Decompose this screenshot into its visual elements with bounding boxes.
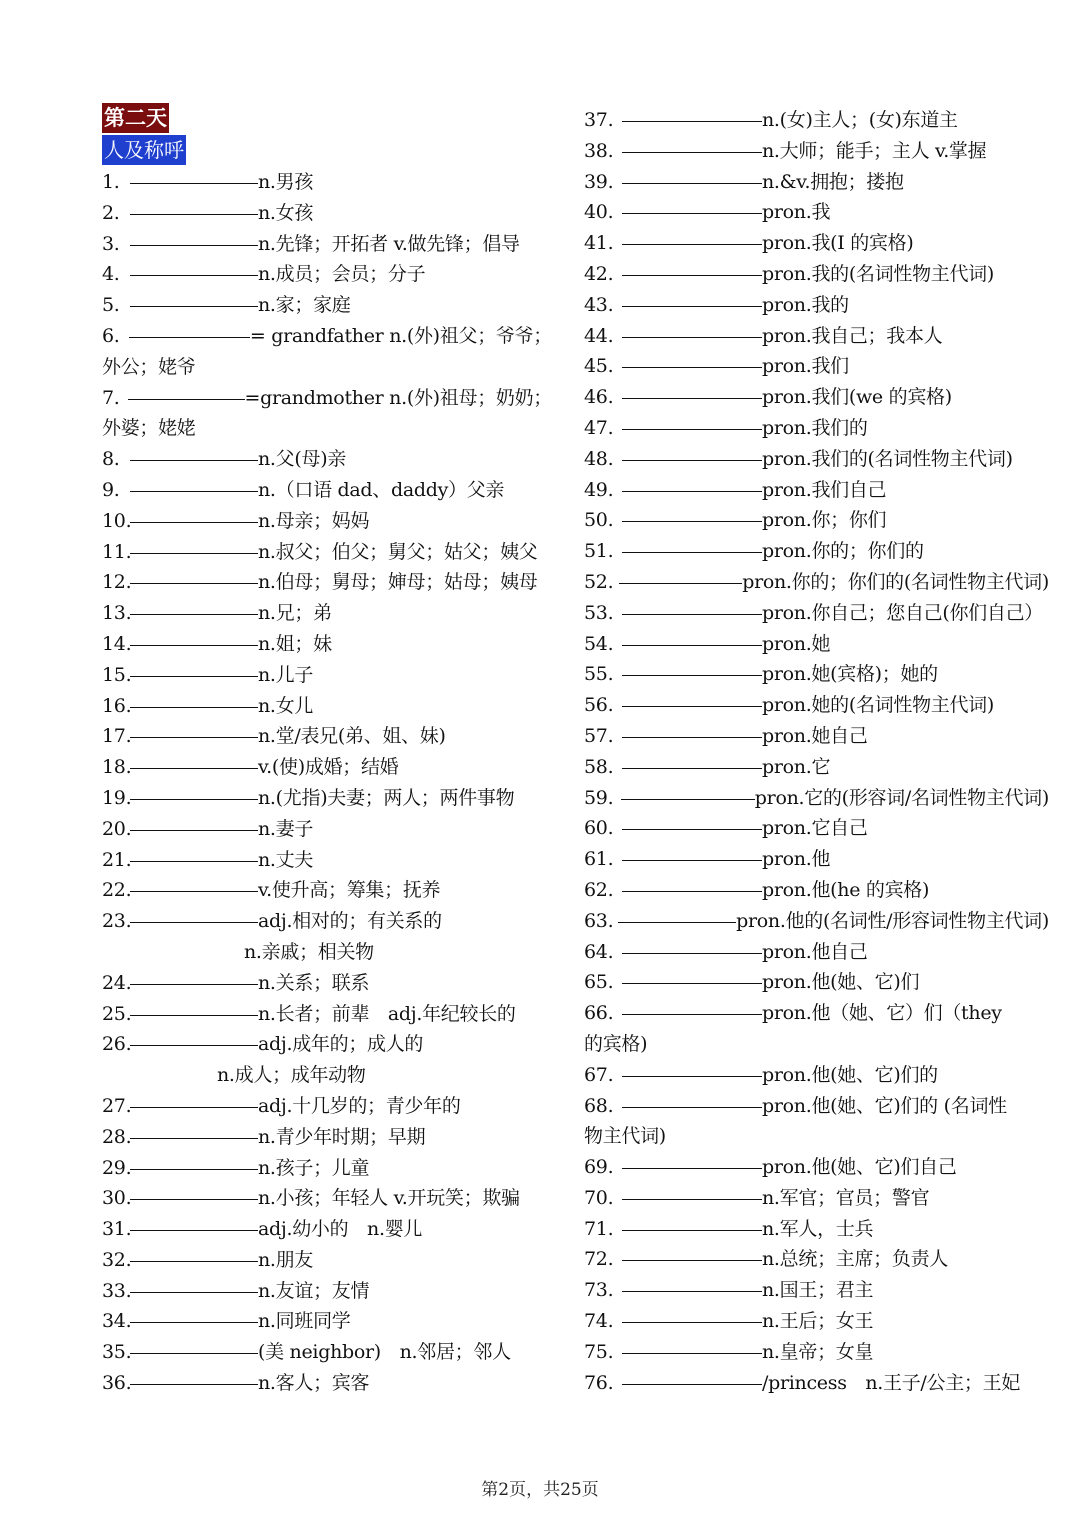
entry-number: 17.	[102, 725, 132, 748]
answer-blank[interactable]	[130, 255, 258, 276]
entry-definition: pron.他(她、它)们自己	[762, 1156, 957, 1179]
entry-number: 32.	[102, 1248, 132, 1271]
entry-definition: n.长者；前辈 adj.年纪较长的	[258, 1002, 516, 1025]
answer-blank[interactable]	[622, 101, 762, 122]
entry-definition: n.堂/表兄(弟、姐、妹)	[258, 725, 446, 748]
entry-number: 18.	[102, 756, 132, 779]
entry-definition: pron.你自己；您自己(你们自己）	[762, 601, 1043, 624]
entry-number: 29.	[102, 1156, 132, 1179]
continuation-text: n.亲戚；相关物	[244, 940, 374, 963]
entry-number: 38.	[584, 139, 614, 162]
answer-blank[interactable]	[622, 132, 762, 153]
entry-number: 23.	[102, 910, 132, 933]
entry-number: 39.	[584, 170, 614, 193]
entry-definition: n.(女)主人；(女)东道主	[762, 109, 958, 131]
answer-blank[interactable]	[130, 1272, 258, 1293]
entry-definition: =grandmother n.(外)祖母；奶奶；	[244, 386, 552, 409]
answer-blank[interactable]	[130, 1210, 258, 1231]
entry-number: 45.	[584, 355, 614, 378]
entry-definition: pron.我们的	[762, 416, 868, 439]
entry-number: 72.	[584, 1248, 614, 1271]
entry-number: 27.	[102, 1094, 132, 1117]
topic-label: 人及称呼	[102, 135, 186, 165]
answer-blank[interactable]	[129, 317, 250, 338]
entry-definition: n.军官；官员；警官	[762, 1186, 930, 1209]
entry-definition: = grandfather n.(外)祖父；爷爷；	[249, 324, 552, 347]
answer-blank[interactable]	[622, 1179, 762, 1200]
entry-number: 22.	[102, 879, 132, 902]
answer-blank[interactable]	[619, 563, 743, 584]
entry-number: 36.	[102, 1372, 132, 1395]
entry-number: 73.	[584, 1279, 614, 1302]
answer-blank[interactable]	[622, 471, 762, 492]
answer-blank[interactable]	[130, 964, 258, 985]
entry-number: 35.	[102, 1341, 132, 1364]
answer-blank[interactable]	[130, 1241, 258, 1262]
right-column	[584, 105, 1049, 1398]
entry-number: 25.	[102, 1002, 132, 1025]
entry-definition: pron.我们(we 的宾格)	[762, 386, 952, 409]
answer-blank[interactable]	[130, 841, 258, 862]
answer-blank[interactable]	[622, 224, 762, 245]
answer-blank[interactable]	[622, 317, 762, 338]
answer-blank[interactable]	[622, 409, 762, 430]
answer-blank[interactable]	[130, 995, 258, 1016]
answer-blank[interactable]	[130, 194, 258, 215]
entry-definition: n.客人；宾客	[258, 1372, 370, 1395]
entry-definition: pron.他(he 的宾格)	[762, 878, 930, 901]
answer-blank[interactable]	[622, 594, 762, 615]
entry-number: 62.	[584, 878, 614, 901]
entry-number: 31.	[102, 1218, 132, 1241]
continuation-text: 外婆；姥姥	[102, 417, 196, 440]
answer-blank[interactable]	[622, 1087, 762, 1108]
answer-blank[interactable]	[622, 994, 762, 1015]
entry-definition: pron.你的；你们的(名词性物主代词)	[742, 570, 1049, 593]
entry-definition: n.父(母)亲	[258, 448, 347, 471]
answer-blank[interactable]	[128, 379, 244, 400]
entry-definition: n.总统；主席；负责人	[762, 1248, 948, 1271]
entry-definition: /princess n.王子/公主；王妃	[762, 1371, 1021, 1394]
answer-blank[interactable]	[622, 655, 762, 676]
entry-definition: n.小孩；年轻人 v.开玩笑；欺骗	[258, 1187, 520, 1210]
entry-number: 33.	[102, 1279, 132, 1302]
entry-definition: n.成员；会员；分子	[258, 263, 426, 286]
answer-blank[interactable]	[130, 687, 258, 708]
entry-definition: pron.我们自己	[762, 478, 887, 501]
entry-number: 60.	[584, 817, 614, 840]
answer-blank[interactable]	[130, 902, 258, 923]
vocab-entry	[102, 906, 552, 937]
answer-blank[interactable]	[622, 1364, 762, 1385]
entry-number: 67.	[584, 1063, 614, 1086]
entry-number: 6.	[102, 324, 120, 347]
answer-blank[interactable]	[622, 532, 762, 553]
answer-blank[interactable]	[622, 686, 762, 707]
entry-number: 13.	[102, 602, 132, 625]
entry-definition: n.妻子	[258, 817, 314, 840]
entry-definition: n.皇帝；女皇	[762, 1340, 874, 1363]
entry-number: 14.	[102, 632, 132, 655]
answer-blank[interactable]	[130, 748, 258, 769]
answer-blank[interactable]	[622, 840, 762, 861]
answer-blank[interactable]	[130, 502, 258, 523]
entry-definition: n.同班同学	[258, 1310, 351, 1333]
entry-number: 64.	[584, 940, 614, 963]
entry-definition: n.国王；君主	[762, 1279, 874, 1302]
entry-definition: pron.它自己	[762, 817, 868, 840]
entry-definition: n.家；家庭	[258, 294, 351, 317]
continuation-text: 的宾格)	[584, 1032, 648, 1055]
entry-definition: adj.相对的；有关系的	[258, 910, 442, 933]
entry-number: 12.	[102, 571, 132, 594]
entry-definition: n.孩子；儿童	[258, 1156, 370, 1179]
entry-number: 57.	[584, 724, 614, 747]
entry-number: 63.	[584, 909, 614, 932]
entry-definition: n.叔父；伯父；舅父；姑父；姨父	[258, 540, 538, 563]
entry-definition: n.(尤指)夫妻；两人；两件事物	[258, 786, 515, 809]
continuation-text: 外公；姥爷	[102, 355, 196, 378]
answer-blank[interactable]	[130, 533, 258, 554]
entry-definition: n.男孩	[258, 171, 314, 193]
answer-blank[interactable]	[622, 1333, 762, 1354]
answer-blank[interactable]	[622, 963, 762, 984]
entry-number: 9.	[102, 478, 120, 501]
entry-number: 41.	[584, 232, 614, 255]
entry-definition: pron.我的(名词性物主代词)	[762, 262, 994, 285]
answer-blank[interactable]	[130, 717, 258, 738]
entry-definition: n.&v.拥抱；搂抱	[762, 170, 904, 193]
entry-number: 52.	[584, 570, 614, 593]
answer-blank[interactable]	[130, 656, 258, 677]
answer-blank[interactable]	[622, 1302, 762, 1323]
entry-definition: pron.他(她、它)们的 (名词性	[762, 1094, 1007, 1117]
answer-blank[interactable]	[622, 1148, 762, 1169]
vocab-entry	[102, 1029, 552, 1060]
entry-number: 10.	[102, 509, 132, 532]
entry-definition: (美 neighbor) n.邻居；邻人	[258, 1341, 511, 1364]
entry-number: 65.	[584, 971, 614, 994]
entry-number: 70.	[584, 1186, 614, 1209]
continuation-text: n.成人；成年动物	[217, 1064, 366, 1087]
answer-blank[interactable]	[622, 625, 762, 646]
entry-number: 53.	[584, 601, 614, 624]
entry-number: 75.	[584, 1340, 614, 1363]
day-label: 第二天	[102, 103, 169, 133]
entry-definition: n.丈夫	[258, 848, 314, 871]
entry-number: 34.	[102, 1310, 132, 1333]
entry-number: 56.	[584, 694, 614, 717]
entry-definition: adj.幼小的 n.婴儿	[258, 1218, 423, 1241]
answer-blank[interactable]	[130, 225, 258, 246]
answer-blank[interactable]	[130, 871, 258, 892]
entry-definition: n.王后；女王	[762, 1310, 874, 1333]
entry-definition: pron.她(宾格)；她的	[762, 663, 938, 686]
entry-number: 76.	[584, 1371, 614, 1394]
entry-number: 66.	[584, 1002, 614, 1025]
entry-definition: pron.你的；你们的	[762, 540, 924, 563]
answer-blank[interactable]	[622, 440, 762, 461]
entry-definition: n.女孩	[258, 201, 314, 224]
entry-number: 7.	[102, 386, 120, 409]
answer-blank[interactable]	[622, 286, 762, 307]
entry-number: 5.	[102, 294, 120, 317]
answer-blank[interactable]	[130, 810, 258, 831]
entry-number: 37.	[584, 109, 614, 131]
entry-definition: n.军人，士兵	[762, 1217, 874, 1240]
entry-definition: pron.他（她、它）们（they	[762, 1002, 1002, 1025]
answer-blank[interactable]	[130, 1118, 258, 1139]
entry-definition: n.（口语 dad、daddy）父亲	[258, 478, 505, 501]
answer-blank[interactable]	[622, 1271, 762, 1292]
entry-number: 26.	[102, 1033, 132, 1056]
entry-definition: pron.她的(名词性物主代词)	[762, 694, 994, 717]
entry-number: 46.	[584, 386, 614, 409]
answer-blank[interactable]	[130, 440, 258, 461]
entry-definition: n.大师；能手；主人 v.掌握	[762, 139, 987, 162]
entry-definition: pron.我	[762, 201, 831, 224]
answer-blank[interactable]	[622, 193, 762, 214]
answer-blank[interactable]	[622, 1210, 762, 1231]
answer-blank[interactable]	[622, 255, 762, 276]
entry-number: 58.	[584, 755, 614, 778]
entry-definition: n.儿子	[258, 663, 314, 686]
entry-number: 68.	[584, 1094, 614, 1117]
entry-number: 59.	[584, 786, 614, 809]
entry-number: 61.	[584, 848, 614, 871]
page-footer: 第2页，共25页	[481, 1480, 599, 1500]
answer-blank[interactable]	[622, 163, 762, 184]
entry-number: 24.	[102, 971, 132, 994]
entry-number: 1.	[102, 171, 120, 193]
answer-blank[interactable]	[130, 1302, 258, 1323]
entry-definition: v.使升高；筹集；抚养	[258, 879, 441, 902]
entry-number: 43.	[584, 293, 614, 316]
entry-definition: n.女儿	[258, 694, 314, 717]
entry-number: 74.	[584, 1310, 614, 1333]
entry-definition: v.(使)成婚；结婚	[258, 756, 399, 779]
entry-number: 71.	[584, 1217, 614, 1240]
entry-definition: n.先锋；开拓者 v.做先锋；倡导	[258, 232, 520, 255]
entry-definition: n.母亲；妈妈	[258, 509, 370, 532]
entry-definition: pron.我(I 的宾格)	[762, 232, 914, 255]
answer-blank[interactable]	[130, 471, 258, 492]
entry-number: 21.	[102, 848, 132, 871]
entry-definition: n.伯母；舅母；婶母；姑母；姨母	[258, 571, 538, 594]
answer-blank[interactable]	[618, 902, 736, 923]
answer-blank[interactable]	[622, 1240, 762, 1261]
entry-number: 44.	[584, 324, 614, 347]
entry-number: 48.	[584, 447, 614, 470]
vocab-entry	[584, 1091, 1049, 1122]
answer-blank[interactable]	[130, 625, 258, 646]
answer-blank[interactable]	[130, 1087, 258, 1108]
entry-number: 3.	[102, 232, 120, 255]
entry-number: 47.	[584, 416, 614, 439]
answer-blank[interactable]	[130, 1364, 258, 1385]
entry-number: 40.	[584, 201, 614, 224]
continuation-text: 物主代词)	[584, 1125, 666, 1148]
entry-definition: n.朋友	[258, 1248, 314, 1271]
entry-definition: n.关系；联系	[258, 971, 370, 994]
answer-blank[interactable]	[622, 347, 762, 368]
entry-definition: pron.他(她、它)们的	[762, 1063, 938, 1086]
vocab-entry	[584, 998, 1049, 1029]
answer-blank[interactable]	[622, 1056, 762, 1077]
entry-number: 15.	[102, 663, 132, 686]
entry-number: 50.	[584, 509, 614, 532]
entry-definition: pron.你；你们	[762, 509, 887, 532]
answer-blank[interactable]	[130, 1333, 258, 1354]
entry-definition: adj.成年的；成人的	[258, 1033, 424, 1056]
entry-number: 20.	[102, 817, 132, 840]
entry-definition: pron.它的(形容词/名词性物主代词)	[754, 786, 1049, 809]
answer-blank[interactable]	[622, 809, 762, 830]
answer-blank[interactable]	[130, 1025, 258, 1046]
left-column	[102, 167, 552, 1399]
entry-number: 49.	[584, 478, 614, 501]
entry-number: 69.	[584, 1156, 614, 1179]
answer-blank[interactable]	[622, 748, 762, 769]
entry-definition: pron.我的	[762, 293, 849, 316]
entry-number: 51.	[584, 540, 614, 563]
answer-blank[interactable]	[622, 378, 762, 399]
entry-number: 42.	[584, 262, 614, 285]
entry-definition: pron.他的(名词性/形容词性物主代词)	[736, 909, 1049, 932]
answer-blank[interactable]	[622, 717, 762, 738]
answer-blank[interactable]	[622, 933, 762, 954]
entry-number: 2.	[102, 201, 120, 224]
entry-definition: pron.我们的(名词性物主代词)	[762, 447, 1013, 470]
entry-definition: pron.他自己	[762, 940, 868, 963]
vocab-entry	[584, 1368, 1049, 1399]
answer-blank[interactable]	[622, 501, 762, 522]
answer-blank[interactable]	[130, 1179, 258, 1200]
entry-number: 8.	[102, 448, 120, 471]
entry-definition: pron.它	[762, 755, 831, 778]
answer-blank[interactable]	[130, 563, 258, 584]
entry-number: 55.	[584, 663, 614, 686]
entry-number: 30.	[102, 1187, 132, 1210]
entry-number: 4.	[102, 263, 120, 286]
answer-blank[interactable]	[130, 286, 258, 307]
entry-definition: pron.他(她、它)们	[762, 971, 920, 994]
entry-definition: n.青少年时期；早期	[258, 1125, 426, 1148]
vocab-entry	[102, 1368, 552, 1399]
entry-definition: pron.她	[762, 632, 831, 655]
answer-blank[interactable]	[621, 779, 755, 800]
entry-number: 16.	[102, 694, 132, 717]
entry-definition: pron.她自己	[762, 724, 868, 747]
entry-number: 19.	[102, 786, 132, 809]
entry-definition: adj.十几岁的；青少年的	[258, 1094, 461, 1117]
answer-blank[interactable]	[130, 1149, 258, 1170]
entry-definition: pron.他	[762, 848, 831, 871]
answer-blank[interactable]	[622, 871, 762, 892]
vocab-entry	[102, 383, 552, 414]
entry-definition: n.友谊；友情	[258, 1279, 370, 1302]
answer-blank[interactable]	[130, 163, 258, 184]
answer-blank[interactable]	[130, 779, 258, 800]
entry-definition: pron.我自己；我本人	[762, 324, 943, 347]
answer-blank[interactable]	[130, 594, 258, 615]
entry-definition: n.兄；弟	[258, 602, 332, 625]
entry-definition: n.姐；妹	[258, 632, 332, 655]
entry-number: 54.	[584, 632, 614, 655]
entry-number: 28.	[102, 1125, 132, 1148]
entry-definition: pron.我们	[762, 355, 849, 378]
vocab-entry	[102, 321, 552, 352]
entry-number: 11.	[102, 540, 132, 563]
